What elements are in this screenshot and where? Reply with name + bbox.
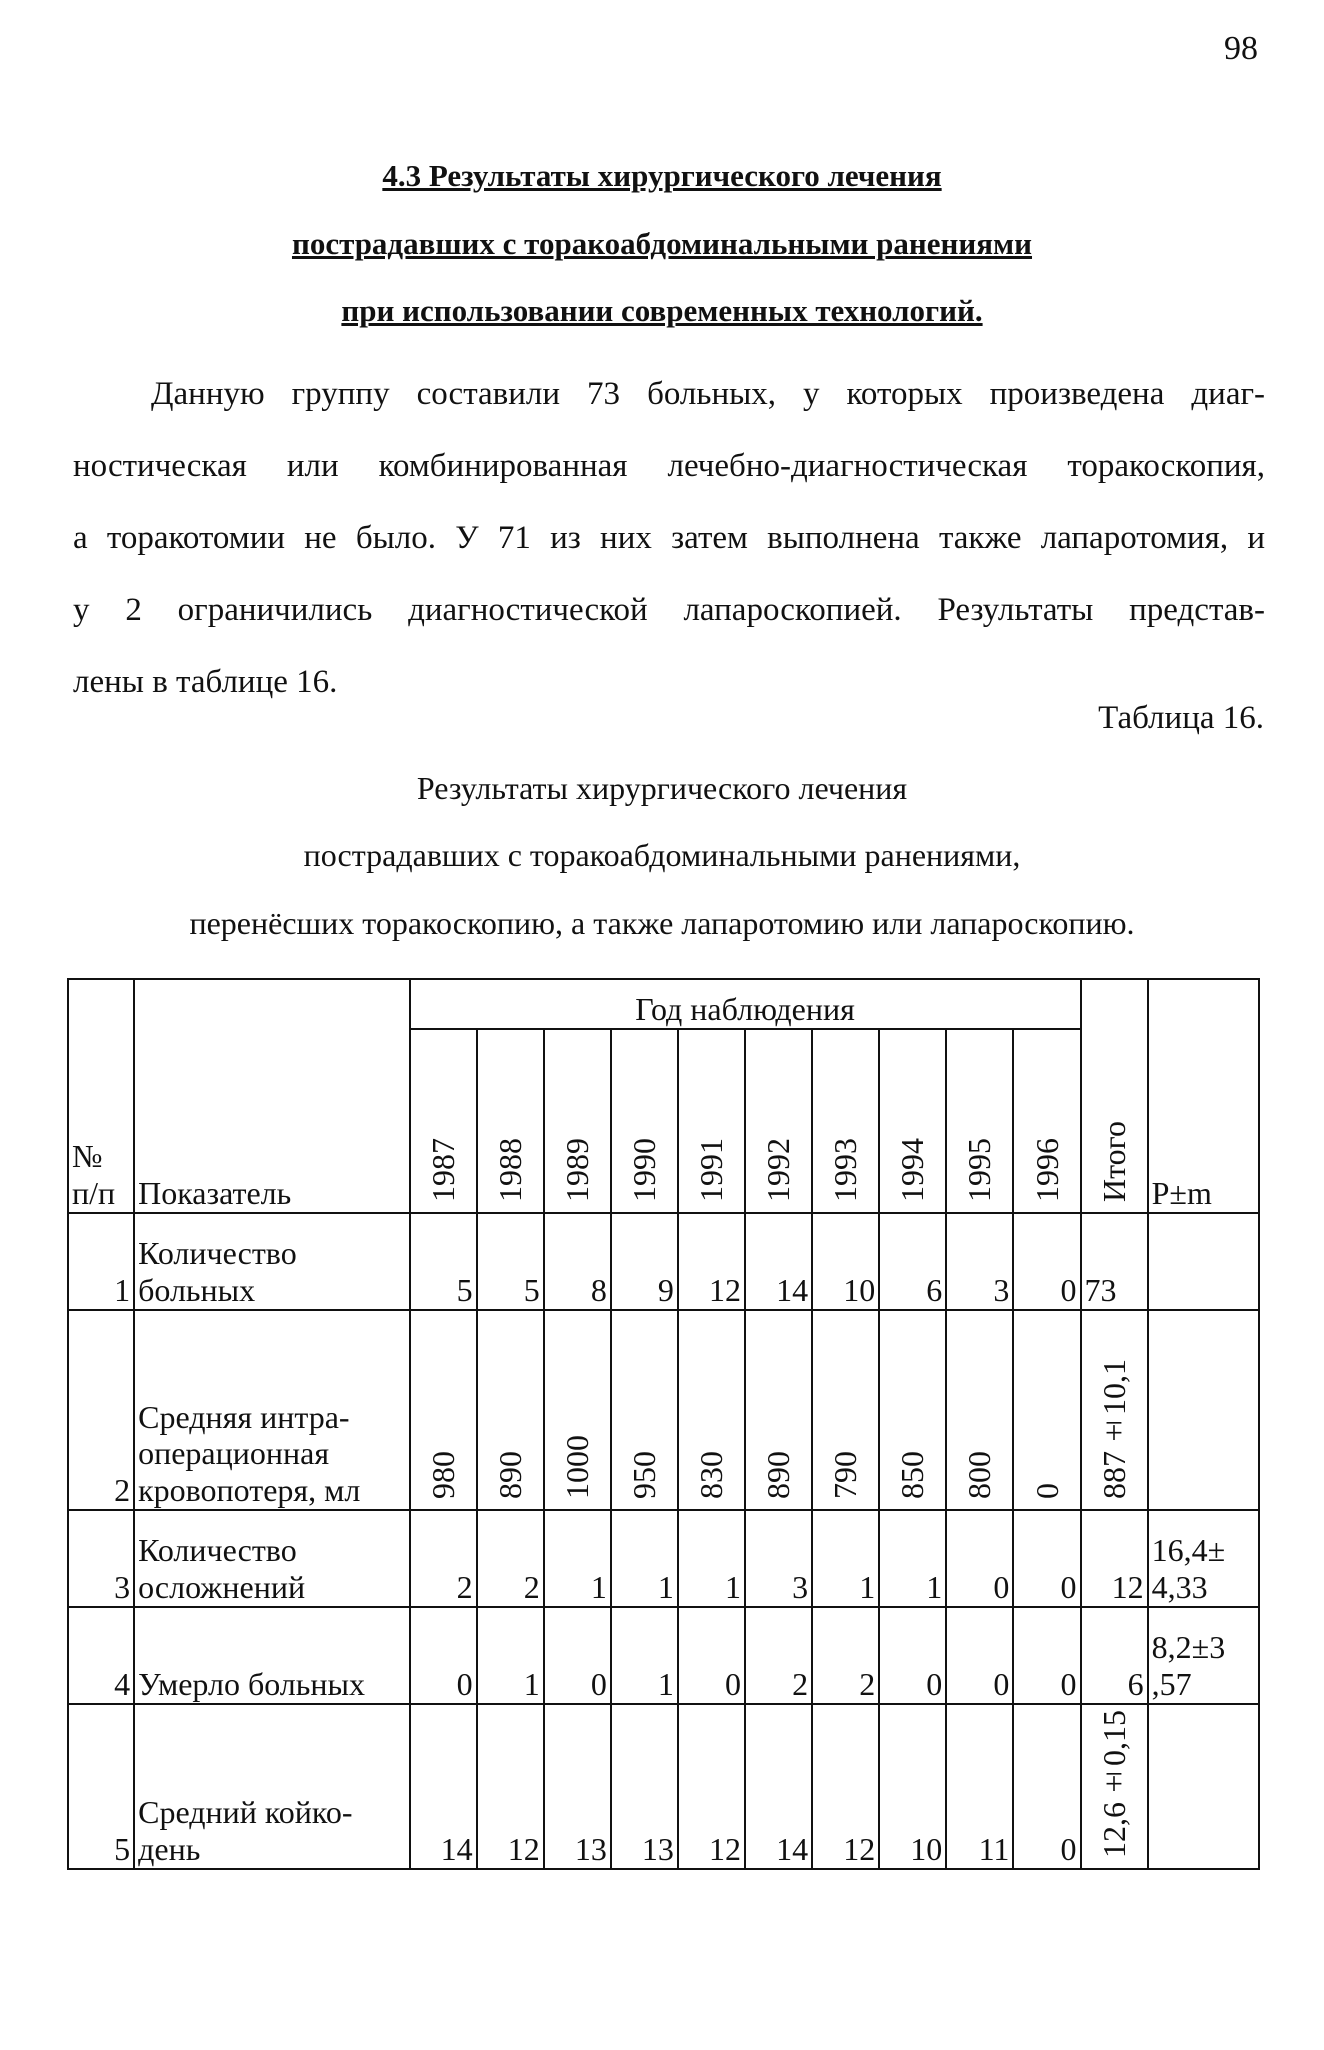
- table-caption-line-1: Результаты хирургического лечения: [416, 770, 908, 806]
- cell-value: 890: [745, 1310, 812, 1510]
- table-row: [68, 1310, 1259, 1510]
- page-number: 98: [1224, 30, 1258, 67]
- cell-value: 3: [745, 1510, 812, 1607]
- cell-value: 0: [1013, 1310, 1080, 1510]
- cell-value: 800: [946, 1310, 1013, 1510]
- cell-value: 1: [678, 1510, 745, 1607]
- cell-value: 1: [544, 1510, 611, 1607]
- body-paragraph: [73, 358, 1265, 718]
- cell-value: 850: [879, 1310, 946, 1510]
- cell-value: 1: [879, 1510, 946, 1607]
- cell-value: 2: [410, 1510, 477, 1607]
- cell-value: 2: [745, 1607, 812, 1704]
- cell-value: 890: [477, 1310, 544, 1510]
- cell-value: 0: [1013, 1704, 1080, 1869]
- cell-value: 790: [812, 1310, 879, 1510]
- cell-pm: 8,2±3 ,57: [1148, 1607, 1259, 1704]
- cell-value: 0: [678, 1607, 745, 1704]
- cell-total: 12,6±0,15: [1081, 1704, 1148, 1869]
- header-row-number: № п/п: [68, 979, 134, 1213]
- cell-value: 14: [745, 1213, 812, 1310]
- cell-value: 0: [946, 1510, 1013, 1607]
- cell-value: 12: [678, 1213, 745, 1310]
- cell-value: 950: [611, 1310, 678, 1510]
- cell-value: 8: [544, 1213, 611, 1310]
- cell-value: 0: [1013, 1607, 1080, 1704]
- cell-value: 2: [477, 1510, 544, 1607]
- header-year: 1996: [1013, 1029, 1080, 1213]
- table-caption-line-2: пострадавших с торакоабдоминальными ранениями,: [303, 837, 1021, 873]
- cell-total: 12: [1081, 1510, 1148, 1607]
- cell-value: 14: [410, 1704, 477, 1869]
- row-label: Средний койко-день: [134, 1704, 409, 1869]
- header-year: 1993: [812, 1029, 879, 1213]
- cell-value: 13: [544, 1704, 611, 1869]
- cell-value: 9: [611, 1213, 678, 1310]
- cell-value: 1: [611, 1510, 678, 1607]
- cell-value: 0: [410, 1607, 477, 1704]
- cell-value: 12: [812, 1704, 879, 1869]
- cell-value: 3: [946, 1213, 1013, 1310]
- cell-value: 13: [611, 1704, 678, 1869]
- cell-value: 10: [879, 1704, 946, 1869]
- cell-value: 12: [678, 1704, 745, 1869]
- cell-value: 2: [812, 1607, 879, 1704]
- header-year: 1988: [477, 1029, 544, 1213]
- cell-value: 830: [678, 1310, 745, 1510]
- cell-value: 0: [946, 1607, 1013, 1704]
- header-year: 1995: [946, 1029, 1013, 1213]
- cell-value: 14: [745, 1704, 812, 1869]
- cell-value: 0: [879, 1607, 946, 1704]
- cell-pm: [1148, 1310, 1259, 1510]
- paragraph-line-4: у 2 ограничились диагностической лапароскопией. Результаты представ-: [73, 592, 1265, 628]
- cell-value: 5: [477, 1213, 544, 1310]
- cell-total: 887±10,1: [1081, 1310, 1148, 1510]
- cell-total: 73: [1081, 1213, 1148, 1310]
- table-row: [68, 1704, 1259, 1869]
- cell-value: 0: [544, 1607, 611, 1704]
- header-total-label: Итого: [1095, 1121, 1132, 1203]
- row-number: 4: [68, 1607, 134, 1704]
- header-year: 1990: [611, 1029, 678, 1213]
- header-year: 1991: [678, 1029, 745, 1213]
- cell-pm: [1148, 1704, 1259, 1869]
- header-year: 1992: [745, 1029, 812, 1213]
- header-pm: P±m: [1148, 979, 1259, 1213]
- row-label: Средняя интра-операционная кровопотеря, мл: [134, 1310, 409, 1510]
- cell-value: 1: [611, 1607, 678, 1704]
- cell-value: 1000: [544, 1310, 611, 1510]
- table-row: [68, 1213, 1259, 1310]
- cell-value: 0: [1013, 1213, 1080, 1310]
- paragraph-line-5: лены в таблице 16.: [73, 664, 338, 700]
- header-year-group: Год наблюдения: [410, 979, 1081, 1029]
- row-label: Количество осложнений: [134, 1510, 409, 1607]
- header-total: [1081, 979, 1148, 1213]
- row-number: 3: [68, 1510, 134, 1607]
- cell-value: 10: [812, 1213, 879, 1310]
- cell-total: 6: [1081, 1607, 1148, 1704]
- table-row: [68, 1607, 1259, 1704]
- cell-value: 0: [1013, 1510, 1080, 1607]
- header-indicator: Показатель: [134, 979, 409, 1213]
- cell-value: 5: [410, 1213, 477, 1310]
- cell-value: 1: [812, 1510, 879, 1607]
- cell-pm: 16,4± 4,33: [1148, 1510, 1259, 1607]
- row-label: Умерло больных: [134, 1607, 409, 1704]
- cell-value: 1: [477, 1607, 544, 1704]
- table-label: Таблица 16.: [1098, 700, 1264, 736]
- section-heading-line-3: при использовании современных технологий.: [341, 293, 983, 328]
- header-year: 1994: [879, 1029, 946, 1213]
- cell-pm: [1148, 1213, 1259, 1310]
- table-row: [68, 1510, 1259, 1607]
- header-year: 1987: [410, 1029, 477, 1213]
- section-heading-line-2: пострадавших с торакоабдоминальными ранениями: [291, 226, 1033, 261]
- header-year: 1989: [544, 1029, 611, 1213]
- cell-value: 12: [477, 1704, 544, 1869]
- paragraph-line-3: а торакотомии не было. У 71 из них затем выполнена также лапаротомия, и: [73, 520, 1265, 556]
- cell-value: 6: [879, 1213, 946, 1310]
- row-label: Количество больных: [134, 1213, 409, 1310]
- paragraph-line-2: ностическая или комбинированная лечебно-диагностическая торакоскопия,: [73, 448, 1265, 484]
- row-number: 2: [68, 1310, 134, 1510]
- table-caption-line-3: перенёсших торакоскопию, а также лапаротомию или лапароскопию.: [189, 905, 1135, 941]
- section-heading-line-1: 4.3 Результаты хирургического лечения: [382, 158, 942, 193]
- cell-value: 980: [410, 1310, 477, 1510]
- cell-value: 11: [946, 1704, 1013, 1869]
- paragraph-line-1: Данную группу составили 73 больных, у которых произведена диаг-: [151, 376, 1265, 412]
- row-number: 5: [68, 1704, 134, 1869]
- results-table: [67, 978, 1260, 1870]
- row-number: 1: [68, 1213, 134, 1310]
